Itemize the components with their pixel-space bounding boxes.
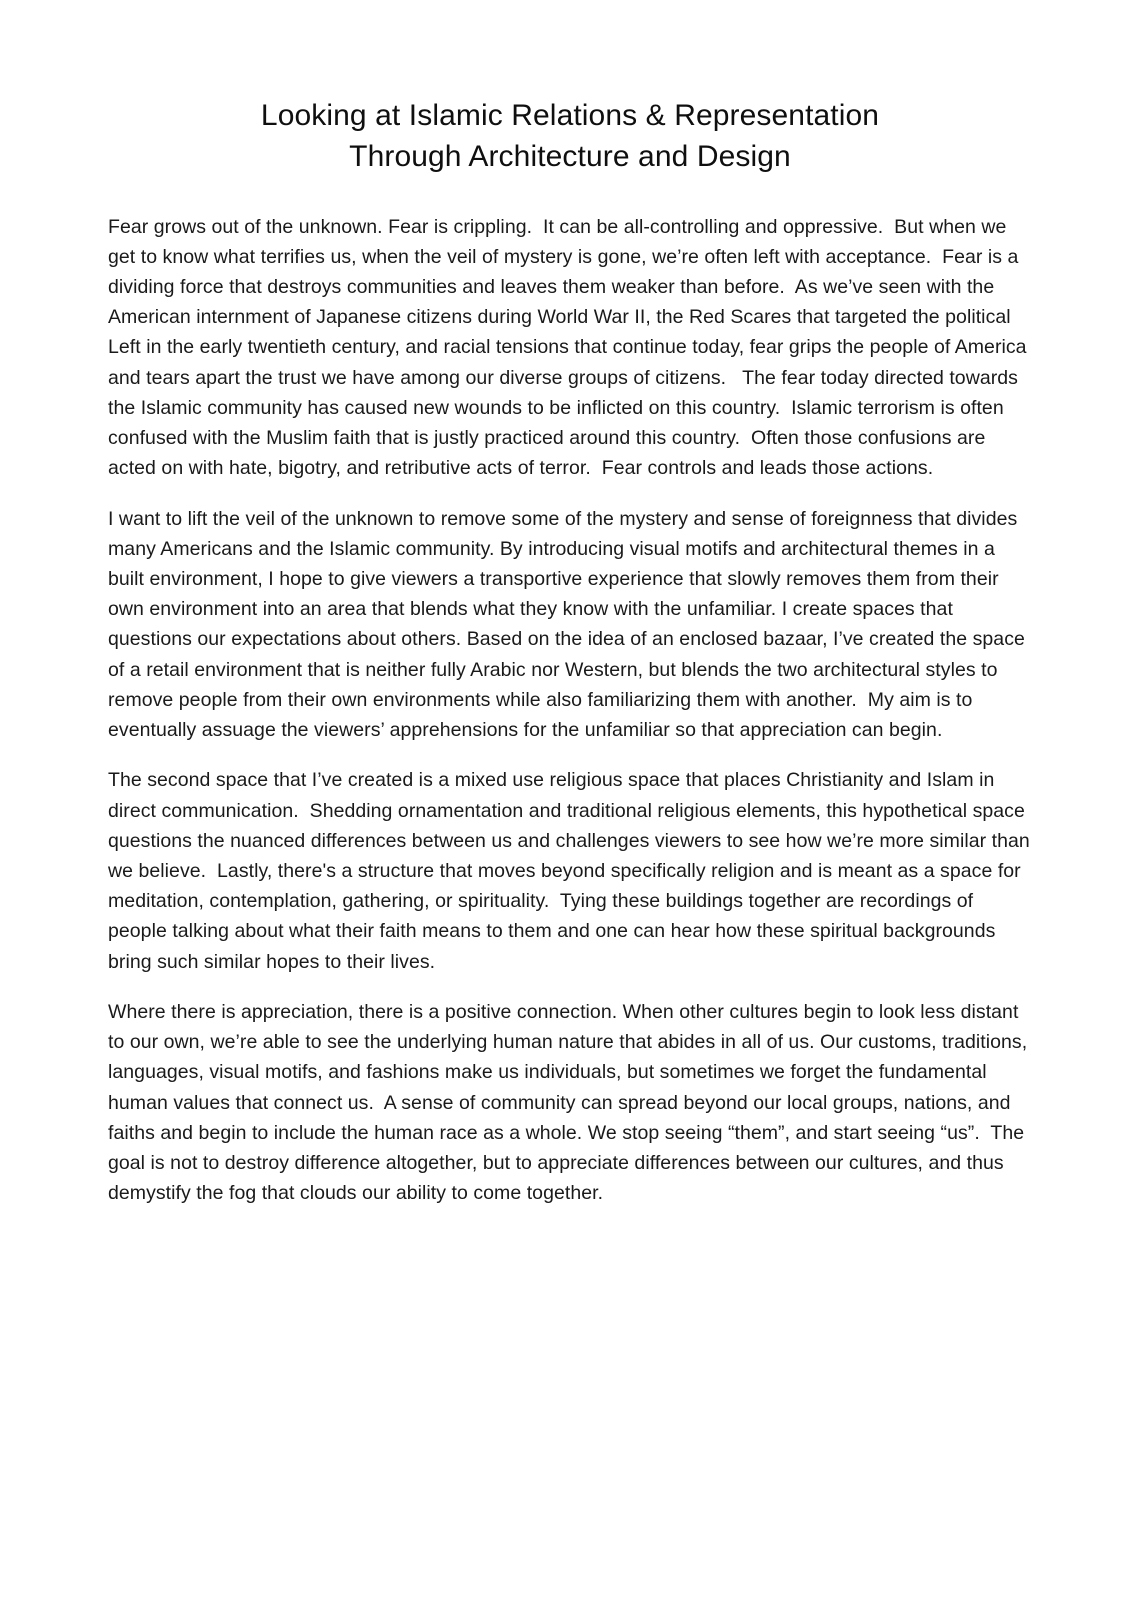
paragraph-1: Fear grows out of the unknown. Fear is crippling. It can be all-controlling and oppressive. But when we get to know what terrifies us, when the veil of mystery is gone, we’re often left with acceptance. Fear is a dividing force that destroys communities and leaves them weaker than before. As we’ve seen with the American internment of Japanese citizens during World War II, the Red Scares that targeted the political Left in the early twentieth century, and racial tensions that continue today, fear grips the people of America and tears apart the trust we have among our diverse groups of citizens. The fear today directed towards the Islamic community has caused new wounds to be inflicted on this country. Islamic terrorism is often confused with the Muslim faith that is justly practiced around this country. Often those confusions are acted on with hate, bigotry, and retributive acts of terror. Fear controls and leads those actions.: [108, 215, 1033, 480]
page-title-line-2: Through Architecture and Design: [349, 139, 791, 173]
page-title: [108, 96, 1032, 178]
page-title-line-1: Looking at Islamic Relations & Representation: [260, 99, 880, 132]
paragraph-4: Where there is appreciation, there is a positive connection. When other cultures begin to look less distant to our own, we’re able to see the underlying human nature that abides in all of us. Our customs, traditions, languages, visual motifs, and fashions make us individuals, but sometimes we forget the fundamental human values that connect us. A sense of community can spread beyond our local groups, nations, and faiths and begin to include the human race as a whole. We stop seeing “them”, and start seeing “us”. The goal is not to destroy difference altogether, but to appreciate differences between our cultures, and thus demystify the fog that clouds our ability to come together.: [108, 1000, 1033, 1205]
paragraph-2: I want to lift the veil of the unknown to remove some of the mystery and sense of foreignness that divides many Americans and the Islamic community. By introducing visual motifs and architectural themes in a built environment, I hope to give viewers a transportive experience that slowly removes them from their own environment into an area that blends what they know with the unfamiliar. I create spaces that questions our expectations about others. Based on the idea of an enclosed bazaar, I’ve created the space of a retail environment that is neither fully Arabic nor Western, but blends the two architectural styles to remove people from their own environments while also familiarizing them with another. My aim is to eventually assuage the viewers’ apprehensions for the unfamiliar so that appreciation can begin.: [108, 507, 1031, 742]
paragraph-3: The second space that I’ve created is a mixed use religious space that places Christianity and Islam in direct communication. Shedding ornamentation and traditional religious elements, this hypothetical space questions the nuanced differences between us and challenges viewers to see how we’re more similar than we believe. Lastly, there's a structure that moves beyond specifically religion and is meant as a space for meditation, contemplation, gathering, or spirituality. Tying these buildings together are recordings of people talking about what their faith means to them and one can hear how these spiritual backgrounds bring such similar hopes to their lives.: [108, 769, 1036, 973]
